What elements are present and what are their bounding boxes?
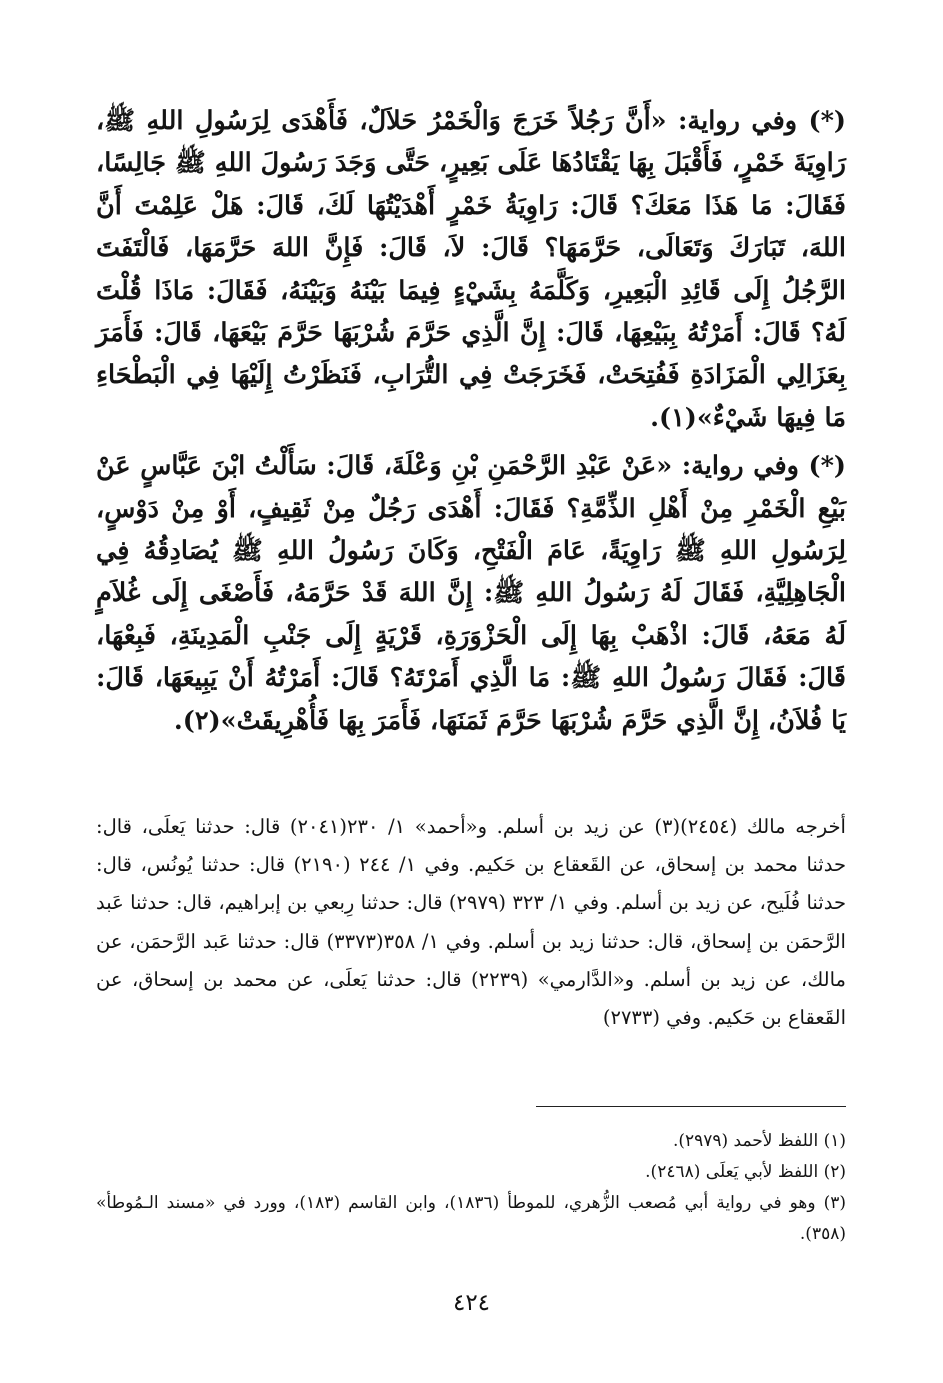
footnote-divider — [536, 1106, 846, 1107]
hadith-paragraph-1: (*) وفي رواية: «أَنَّ رَجُلاً خَرَجَ وَالْخَمْرُ حَلاَلٌ، فَأَهْدَى لِرَسُولِ اللهِ ﷺ، رَاوِيَةَ خَمْرٍ، فَأَقْبَلَ بِهَا يَقْتَادُهَا عَلَى بَعِيرٍ، حَتَّى وَجَدَ رَسُولَ اللهِ ﷺ جَالِسًا، فَقَالَ: مَا هَذَا مَعَكَ؟ قَالَ: رَاوِيَةُ خَمْرٍ أَهْدَيْتُهَا لَكَ، قَالَ: هَلْ عَلِمْتَ أَنَّ اللهَ، تَبَارَكَ وَتَعَالَى، حَرَّمَهَا؟ قَالَ: لاَ، قَالَ: فَإِنَّ اللهَ حَرَّمَهَا، فَالْتَفَتَ الرَّجُلُ إِلَى قَائِدِ الْبَعِيرِ، وَكَلَّمَهُ بِشَيْءٍ فِيمَا بَيْنَهُ وَبَيْنَهُ، فَقَالَ: مَاذَا قُلْتَ لَهُ؟ قَالَ: أَمَرْتُهُ بِبَيْعِهَا، قَالَ: إِنَّ الَّذِي حَرَّمَ شُرْبَهَا حَرَّمَ بَيْعَهَا، قَالَ: فَأَمَرَ بِعَزَالِي الْمَزَادَةِ فَفُتِحَتْ، فَخَرَجَتْ فِي التُّرَابِ، فَنَظَرْتُ إِلَيْهَا فِي الْبَطْحَاءِ مَا فِيهَا شَيْءٌ»(١). — [96, 106, 846, 433]
page-number: ٤٢٤ — [452, 1290, 491, 1316]
hadith-paragraph-2: (*) وفي رواية: «عَنْ عَبْدِ الرَّحْمَنِ بْنِ وَعْلَةَ، قَالَ: سَأَلْتُ ابْنَ عَبَّاسٍ عَنْ بَيْعِ الْخَمْرِ مِنْ أَهْلِ الذِّمَّةِ؟ فَقَالَ: أَهْدَى رَجُلٌ مِنْ ثَقِيفٍ، أَوْ مِنْ دَوْسٍ، لِرَسُولِ اللهِ ﷺ رَاوِيَةً، عَامَ الْفَتْحِ، وَكَانَ رَسُولُ اللهِ ﷺ يُصَادِقُهُ فِي الْجَاهِلِيَّةِ، فَقَالَ لَهُ رَسُولُ اللهِ ﷺ: إِنَّ اللهَ قَدْ حَرَّمَهُ، فَأَصْغَى إِلَى غُلاَمٍ لَهُ مَعَهُ، قَالَ: اذْهَبْ بِهَا إِلَى الْحَزْوَرَةِ، قَرْيَةٍ إِلَى جَنْبِ الْمَدِينَةِ، فَبِعْهَا، قَالَ: فَقَالَ رَسُولُ اللهِ ﷺ: مَا الَّذِي أَمَرْتَهُ؟ قَالَ: أَمَرْتُهُ أَنْ يَبِيعَهَا، قَالَ: يَا فُلاَنُ، إِنَّ الَّذِي حَرَّمَ شُرْبَهَا حَرَّمَ ثَمَنَهَا، فَأَمَرَ بِهَا فَأُهْرِيقَتْ»(٢). — [96, 451, 846, 736]
takhrij-paragraph: أخرجه مالك (٢٤٥٤)(٣) عن زيد بن أسلم. و«أحمد» ١/ ٢٣٠(٢٠٤١) قال: حدثنا يَعلَى، قال: حدثنا محمد بن إسحاق، عن القَعقاع بن حَكيم. وفي ١/ ٢٤٤ (٢١٩٠) قال: حدثنا يُونُس، قال: حدثنا فُلَيح، عن زيد بن أسلم. وفي ١/ ٣٢٣ (٢٩٧٩) قال: حدثنا رِبعي بن إبراهيم، قال: حدثنا عَبد الرَّحمَن بن إسحاق، قال: حدثنا زيد بن أسلم. وفي ١/ ٣٥٨(٣٣٧٣) قال: حدثنا عَبد الرَّحمَن، عن مالك، عن زيد بن أسلم. و«الدَّارمي» (٢٢٣٩) قال: حدثنا يَعلَى، عن محمد بن إسحاق، عن القَعقاع بن حَكيم. وفي (٢٧٣٣) — [96, 815, 846, 1030]
footnote-1: (١) اللفظ لأحمد (٢٩٧٩). — [672, 1131, 846, 1151]
footnote-2: (٢) اللفظ لأبي يَعلَى (٢٤٦٨). — [645, 1162, 846, 1182]
main-text — [96, 100, 846, 742]
footnote-3: (٣) وهو في رواية أبي مُصعب الزُّهري، للموطأ (١٨٣٦)، وابن القاسم (١٨٣)، وورد في «مسند الـمُوطأ» (٣٥٨). — [96, 1193, 847, 1244]
footnotes-list — [96, 1126, 846, 1250]
